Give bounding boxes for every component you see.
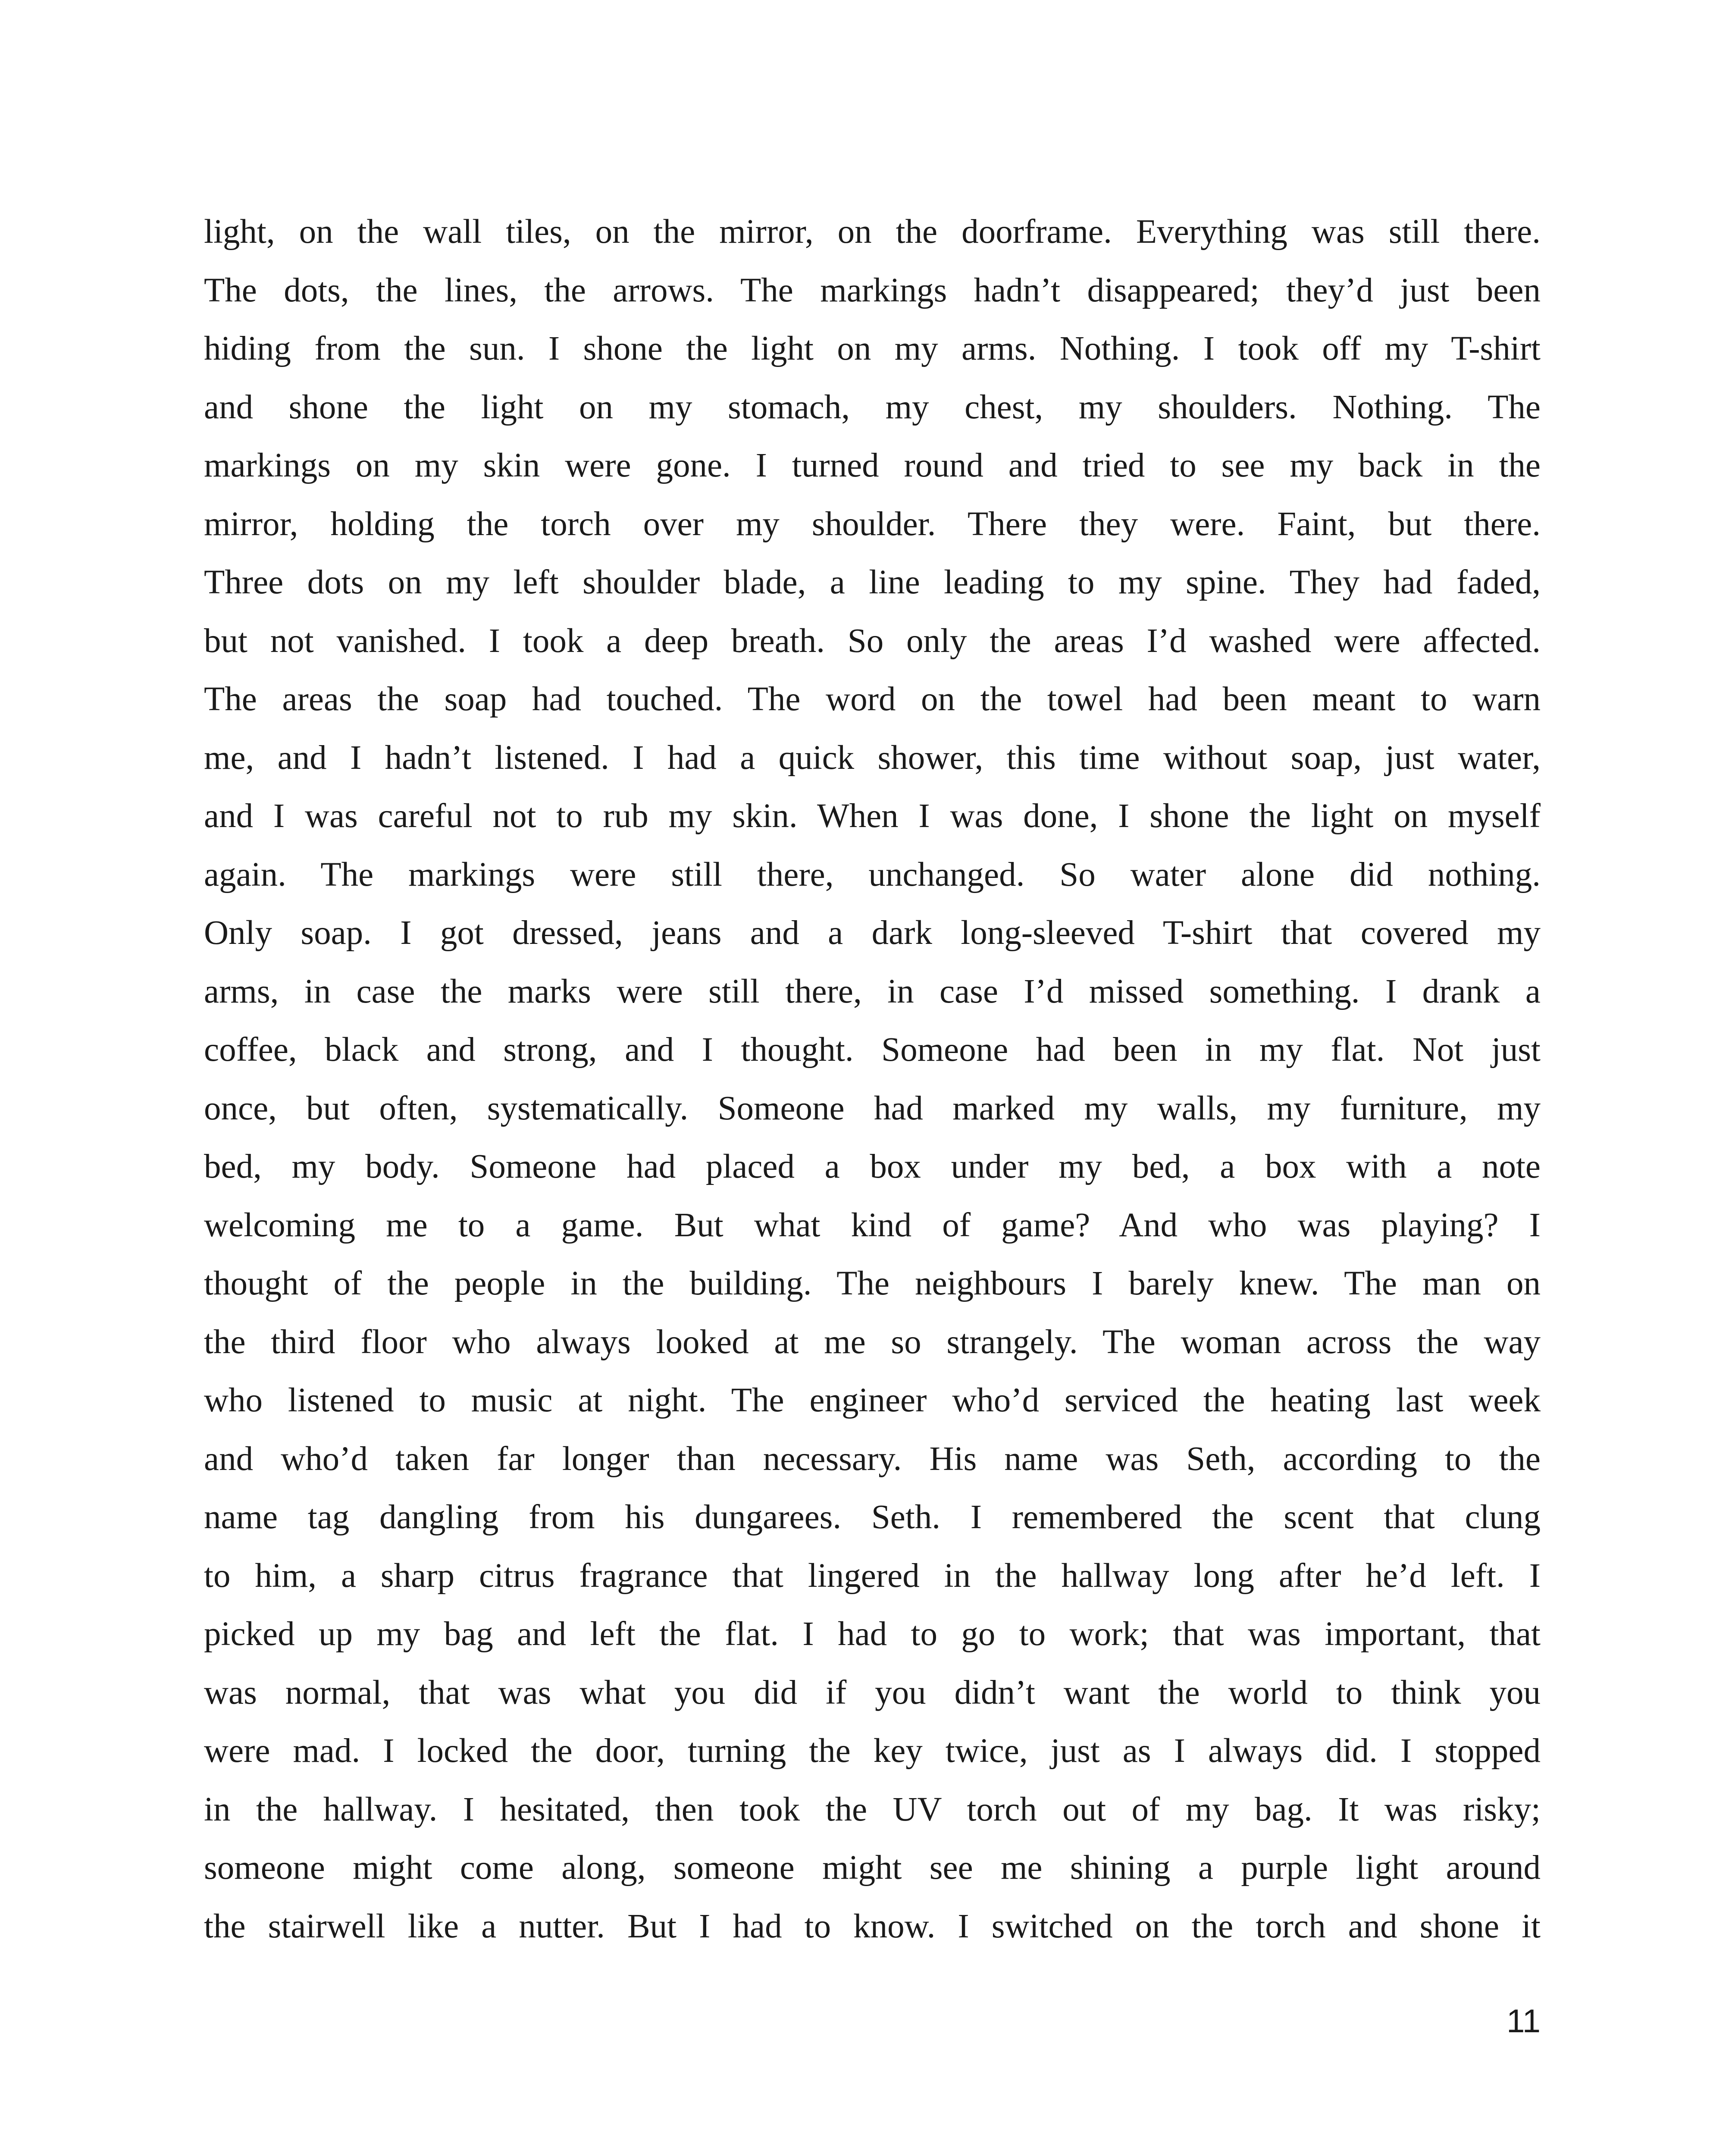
text-line: to him, a sharp citrus fragrance that lingered in the hallway long after he’d left. I <box>204 1557 1541 1595</box>
text-line: coffee, black and strong, and I thought. Someone had been in my flat. Not just <box>204 1031 1541 1069</box>
text-line: once, but often, systematically. Someone had marked my walls, my furniture, my <box>204 1089 1541 1127</box>
text-line: and who’d taken far longer than necessary. His name was Seth, according to the <box>204 1440 1541 1478</box>
text-line: who listened to music at night. The engineer who’d serviced the heating last week <box>204 1382 1541 1419</box>
text-line: bed, my body. Someone had placed a box under my bed, a box with a note <box>204 1148 1541 1185</box>
text-line: picked up my bag and left the flat. I had to go to work; that was important, that <box>204 1615 1541 1653</box>
page-number: 11 <box>1506 2003 1541 2040</box>
body-text <box>204 203 1541 1955</box>
text-line: name tag dangling from his dungarees. Seth. I remembered the scent that clung <box>204 1498 1541 1536</box>
text-line: in the hallway. I hesitated, then took the UV torch out of my bag. It was risky; <box>204 1790 1541 1828</box>
text-line: Only soap. I got dressed, jeans and a dark long-sleeved T-shirt that covered my <box>204 914 1541 952</box>
text-line: light, on the wall tiles, on the mirror, on the doorframe. Everything was still there. <box>204 213 1541 251</box>
text-line: the third floor who always looked at me so strangely. The woman across the way <box>204 1323 1541 1361</box>
text-line: someone might come along, someone might see me shining a purple light around <box>204 1849 1541 1887</box>
text-line: me, and I hadn’t listened. I had a quick shower, this time without soap, just water, <box>204 739 1541 777</box>
text-line: again. The markings were still there, unchanged. So water alone did nothing. <box>204 856 1541 893</box>
text-line: thought of the people in the building. The neighbours I barely knew. The man on <box>204 1265 1541 1302</box>
text-line: and I was careful not to rub my skin. When I was done, I shone the light on myself <box>204 797 1541 835</box>
text-line: were mad. I locked the door, turning the key twice, just as I always did. I stopped <box>204 1732 1541 1770</box>
text-line: welcoming me to a game. But what kind of game? And who was playing? I <box>204 1206 1541 1244</box>
text-line: Three dots on my left shoulder blade, a line leading to my spine. They had faded, <box>204 564 1541 601</box>
text-line: arms, in case the marks were still there, in case I’d missed something. I drank a <box>204 972 1541 1010</box>
text-line: The dots, the lines, the arrows. The markings hadn’t disappeared; they’d just been <box>204 271 1541 309</box>
text-line: hiding from the sun. I shone the light on my arms. Nothing. I took off my T-shirt <box>204 330 1541 367</box>
text-line: was normal, that was what you did if you didn’t want the world to think you <box>204 1673 1541 1711</box>
text-line: and shone the light on my stomach, my chest, my shoulders. Nothing. The <box>204 388 1541 426</box>
text-line: markings on my skin were gone. I turned round and tried to see my back in the <box>204 447 1541 484</box>
text-line: the stairwell like a nutter. But I had to know. I switched on the torch and shone it <box>204 1907 1541 1945</box>
text-line: mirror, holding the torch over my shoulder. There they were. Faint, but there. <box>204 505 1541 543</box>
text-line: but not vanished. I took a deep breath. So only the areas I’d washed were affected. <box>204 622 1541 660</box>
text-line: The areas the soap had touched. The word on the towel had been meant to warn <box>204 680 1541 718</box>
